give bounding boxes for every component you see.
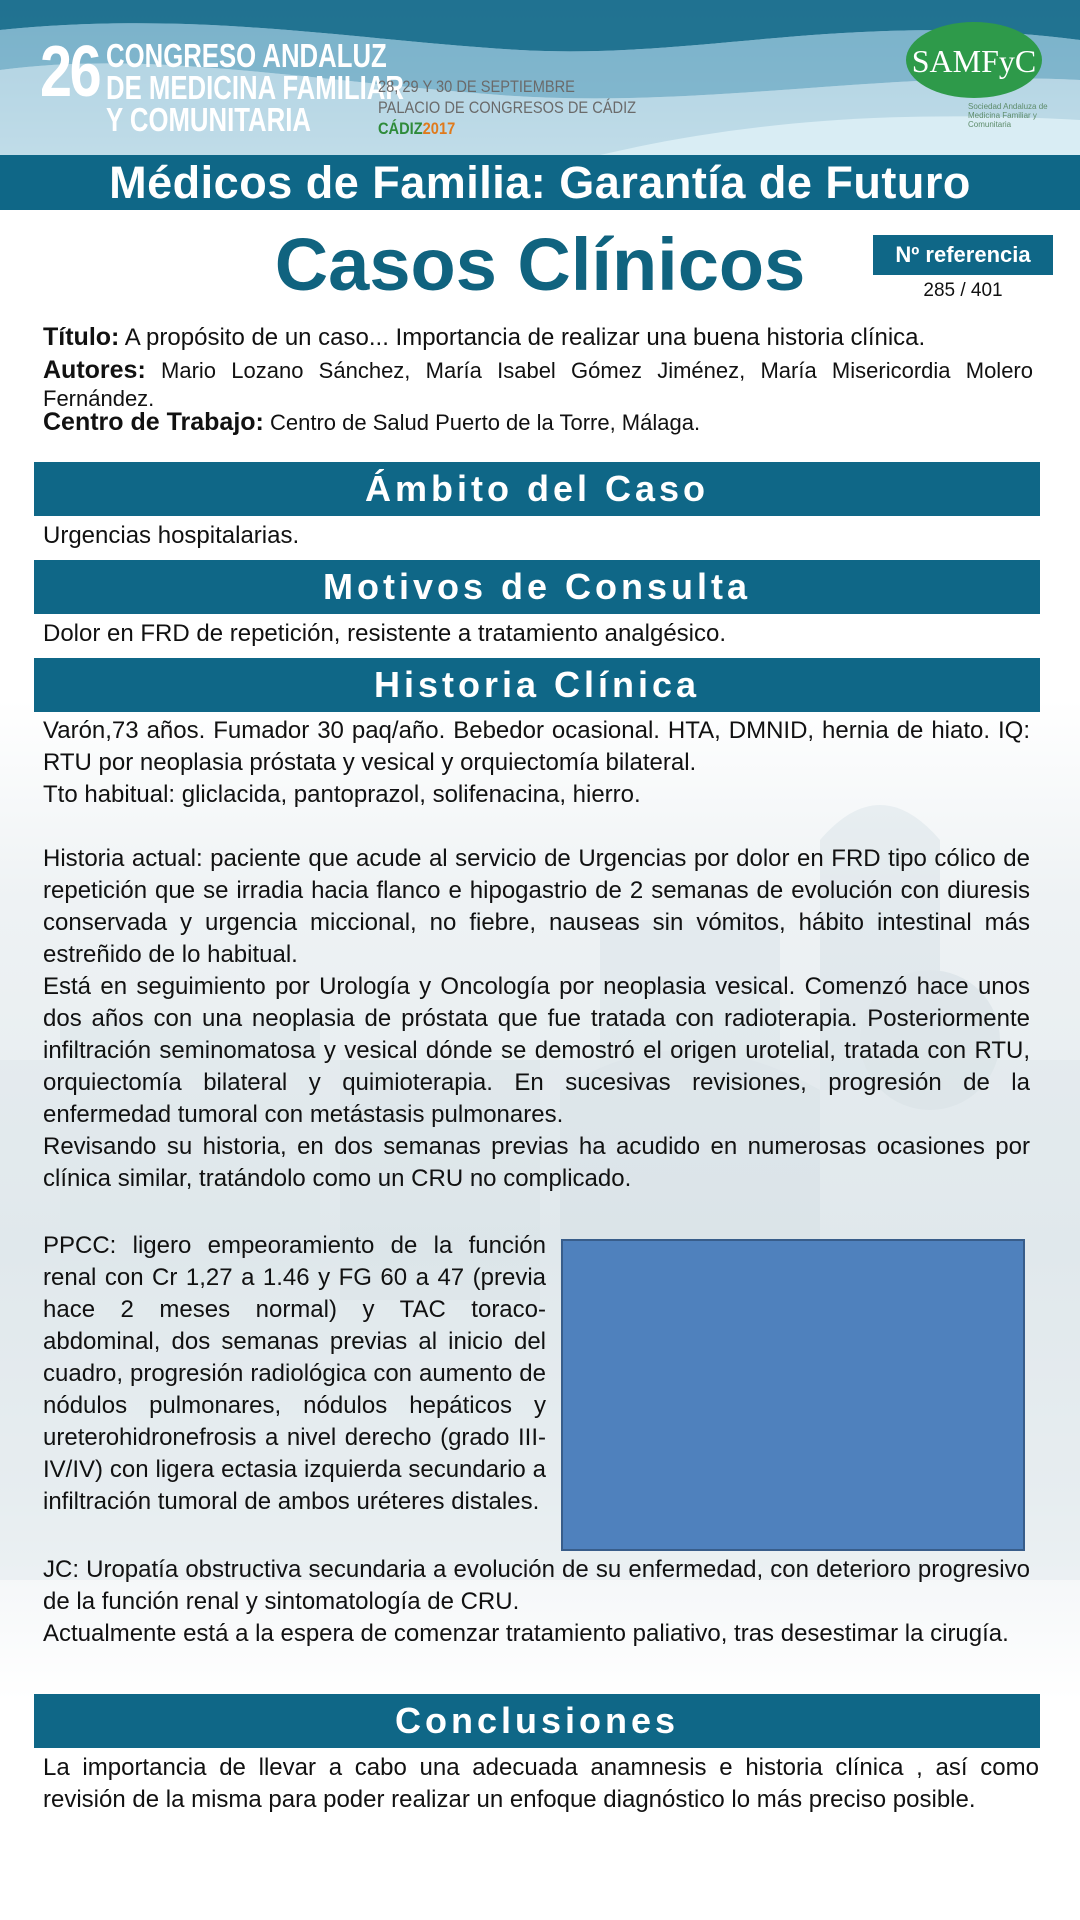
section-text-conclusiones: La importancia de llevar a cabo una adecuada anamnesis e historia clínica , así como revisión de la misma para poder realizar un enfoque diagnóstico lo más preciso posible. xyxy=(43,1754,1039,1813)
authors-line xyxy=(43,356,1033,413)
logo-number: 26 xyxy=(40,32,100,112)
header xyxy=(0,0,1080,155)
case-title-value: A propósito de un caso... Importancia de realizar una buena historia clínica. xyxy=(124,324,926,351)
section-text-motivos: Dolor en FRD de repetición, resistente a tratamiento analgésico. xyxy=(43,620,727,647)
case-image-placeholder xyxy=(561,1239,1025,1551)
page-title: Casos Clínicos xyxy=(274,223,806,306)
event-info xyxy=(378,76,636,139)
congress-name-line-2: DE MEDICINA FAMILIAR xyxy=(106,69,404,106)
section-text-historia xyxy=(43,715,1030,1195)
historia-paragraph: Está en seguimiento por Urología y Oncología por neoplasia vesical. Comenzó hace unos dos años con una neoplasia de próstata que fue tratada con radioterapia. Posteriormente infiltración seminomatosa y vesical dónde se demostró el origen urotelial, tratada con RTU, orquiectomía bilateral y quimioterapia. En sucesivas revisiones, progresión de la enfermedad tumoral con metástasis pulmonares. xyxy=(43,973,1030,1128)
samfyc-logo-text: SAMFyC xyxy=(911,43,1037,79)
historia-paragraph: Revisando su historia, en dos semanas previas ha acudido en numerosas ocasiones por clínica similar, tratándolo como un CRU no complicado. xyxy=(43,1133,1030,1192)
congress-name-line-1: CONGRESO ANDALUZ xyxy=(106,37,387,74)
case-title-line xyxy=(43,323,1033,352)
workplace-label: Centro de Trabajo: xyxy=(43,408,264,436)
case-title-label: Título: xyxy=(43,323,120,351)
congress-name-line-3: Y COMUNITARIA xyxy=(106,101,311,138)
reference-value: 285 / 401 xyxy=(923,280,1003,301)
section-text-historia-end xyxy=(43,1554,1030,1650)
samfyc-logo xyxy=(904,20,1044,100)
historia-paragraph: Historia actual: paciente que acude al servicio de Urgencias por dolor en FRD tipo cólico de repetición que se irradia hacia flanco e hipogastrio de 2 semanas de evolución con diuresis conservada y urgencia miccional, no fiebre, nauseas sin vómitos, hábito intestinal más estreñido de lo habitual. xyxy=(43,845,1030,968)
samfyc-subtitle: Sociedad Andaluza de Medicina Familiar y Comunitaria xyxy=(968,102,1048,129)
historia-paragraph: Actualmente está a la espera de comenzar tratamiento paliativo, tras desestimar la cirugía. xyxy=(43,1620,1009,1647)
event-city-name: CÁDIZ xyxy=(378,119,423,138)
section-heading-conclusiones: Conclusiones xyxy=(34,1694,1040,1748)
slogan-banner xyxy=(0,155,1080,210)
event-year: 2017 xyxy=(422,119,456,138)
historia-ppcc-text: PPCC: ligero empeoramiento de la función renal con Cr 1,27 a 1.46 y FG 60 a 47 (previa hace 2 meses normal) y TAC toraco-abdominal, dos semanas previas al inicio del cuadro, progresión radiológica con aumento de nódulos pulmonares, nódulos hepáticos y ureterohidronefrosis a nivel derecho (grado III-IV/IV) con ligera ectasia izquierda secundario a infiltración tumoral de ambos uréteres distales. xyxy=(43,1232,546,1515)
event-city xyxy=(378,118,636,139)
authors-value: Mario Lozano Sánchez, María Isabel Gómez Jiménez, María Misericordia Molero Fernández. xyxy=(43,358,1033,411)
congress-name xyxy=(106,37,404,138)
section-text-ambito: Urgencias hospitalarias. xyxy=(43,522,300,549)
historia-paragraph: Tto habitual: gliclacida, pantoprazol, solifenacina, hierro. xyxy=(43,781,641,808)
reference-label-box xyxy=(873,235,1053,275)
historia-paragraph: JC: Uropatía obstructiva secundaria a evolución de su enfermedad, con deterioro progresivo de la función renal y sintomatología de CRU. xyxy=(43,1556,1030,1615)
slogan-text: Médicos de Familia: Garantía de Futuro xyxy=(109,156,971,208)
section-heading-ambito: Ámbito del Caso xyxy=(34,462,1040,516)
section-heading-motivos: Motivos de Consulta xyxy=(34,560,1040,614)
reference-label: Nº referencia xyxy=(895,242,1031,267)
event-dates: 28, 29 Y 30 DE SEPTIEMBRE xyxy=(378,77,575,96)
workplace-value: Centro de Salud Puerto de la Torre, Málaga. xyxy=(270,410,701,435)
workplace-line xyxy=(43,408,1033,437)
event-venue: PALACIO DE CONGRESOS DE CÁDIZ xyxy=(378,98,637,117)
historia-paragraph: Varón,73 años. Fumador 30 paq/año. Bebedor ocasional. HTA, DMNID, hernia de hiato. IQ: RTU por neoplasia próstata y vesical y orquiectomía bilateral. xyxy=(43,717,1030,776)
authors-label: Autores: xyxy=(43,356,146,384)
section-heading-historia: Historia Clínica xyxy=(34,658,1040,712)
